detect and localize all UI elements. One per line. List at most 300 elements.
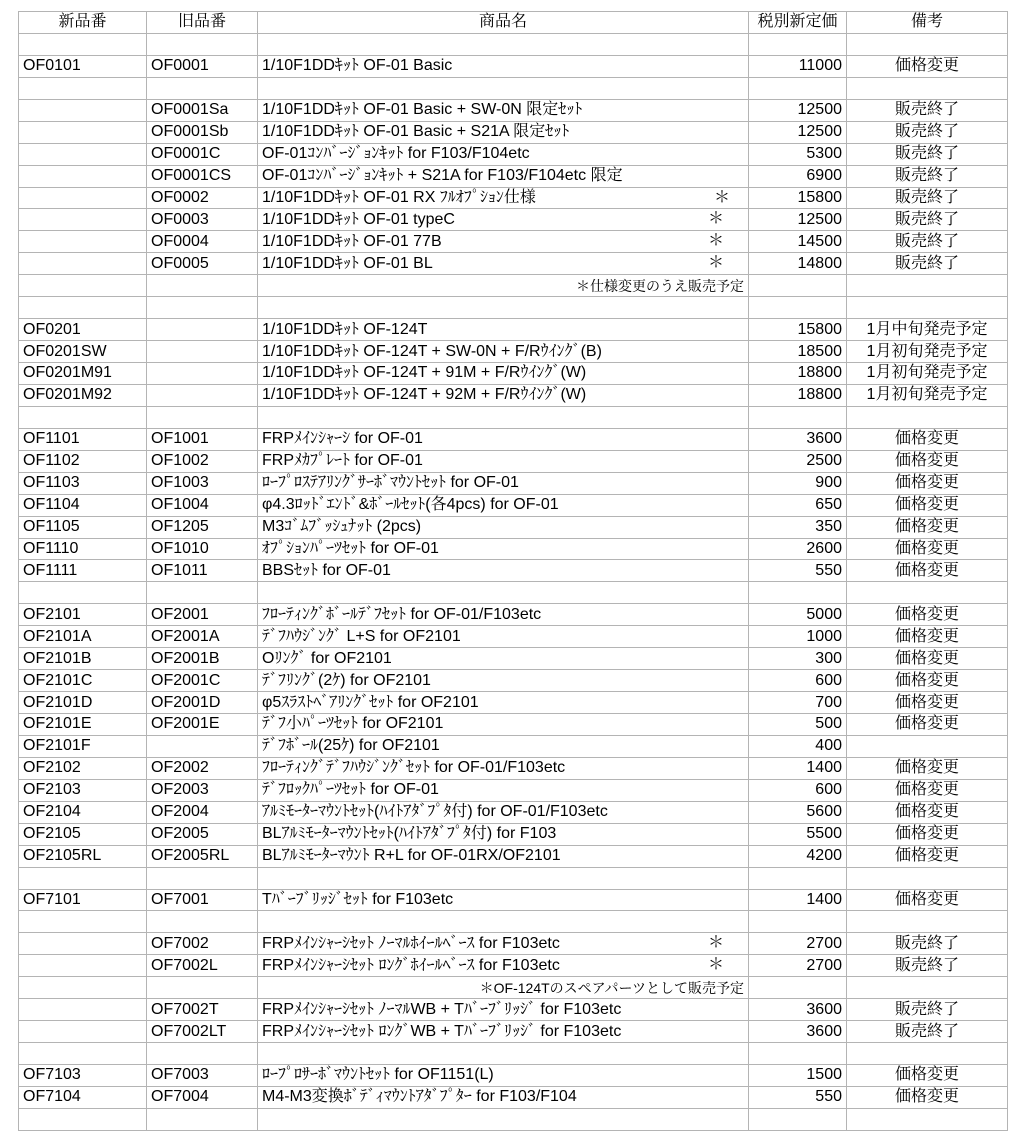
cell-old-no — [147, 319, 258, 341]
cell-new-no — [19, 143, 147, 165]
cell-new-no: OF0201M92 — [19, 384, 147, 406]
cell-old-no: OF2001 — [147, 604, 258, 626]
product-name-text: 1/10F1DDｷｯﾄ OF-124T — [262, 320, 428, 338]
cell-product-name — [258, 757, 749, 779]
table-row — [19, 121, 1008, 143]
cell-remark — [847, 582, 1008, 604]
table-row — [19, 384, 1008, 406]
cell-product-name — [258, 538, 749, 560]
cell-remark: 価格変更 — [847, 494, 1008, 516]
cell-remark: 販売終了 — [847, 933, 1008, 955]
cell-product-name — [258, 319, 749, 341]
product-name-text: FRPﾒｶﾌﾟﾚｰﾄ for OF-01 — [262, 452, 423, 470]
asterisk-mark: ＊ — [707, 210, 724, 228]
cell-new-no — [19, 1108, 147, 1130]
product-name-text: BLｱﾙﾐﾓｰﾀｰﾏｳﾝﾄｾｯﾄ(ﾊｲﾄｱﾀﾞﾌﾟﾀ付) for F103 — [262, 825, 557, 843]
table-row — [19, 143, 1008, 165]
cell-product-name — [258, 341, 749, 363]
table-row — [19, 99, 1008, 121]
cell-new-no: OF2105RL — [19, 845, 147, 867]
cell-product-name — [258, 604, 749, 626]
cell-old-no: OF0004 — [147, 231, 258, 253]
cell-remark: 価格変更 — [847, 779, 1008, 801]
cell-product-name — [258, 955, 749, 977]
product-name-text: OF-01ｺﾝﾊﾞｰｼﾞｮﾝｷｯﾄ for F103/F104etc — [262, 145, 530, 163]
cell-new-no: OF0201 — [19, 319, 147, 341]
cell-remark: 価格変更 — [847, 1086, 1008, 1108]
cell-old-no: OF2003 — [147, 779, 258, 801]
cell-price — [749, 297, 847, 319]
cell-old-no: OF7003 — [147, 1065, 258, 1087]
cell-price — [749, 977, 847, 999]
cell-old-no: OF0001Sa — [147, 99, 258, 121]
cell-old-no: OF0001Sb — [147, 121, 258, 143]
cell-new-no — [19, 867, 147, 889]
cell-old-no — [147, 363, 258, 385]
cell-new-no — [19, 121, 147, 143]
cell-product-name — [258, 165, 749, 187]
cell-product-name — [258, 779, 749, 801]
cell-remark: 1月中旬発売予定 — [847, 319, 1008, 341]
cell-product-name — [258, 670, 749, 692]
cell-new-no: OF1101 — [19, 428, 147, 450]
cell-new-no: OF2101 — [19, 604, 147, 626]
cell-price: 5300 — [749, 143, 847, 165]
header-remark: 備考 — [847, 12, 1008, 34]
cell-remark: 1月初旬発売予定 — [847, 384, 1008, 406]
cell-product-name — [258, 889, 749, 911]
cell-old-no: OF1002 — [147, 450, 258, 472]
cell-new-no: OF0201SW — [19, 341, 147, 363]
cell-price — [749, 33, 847, 55]
cell-new-no — [19, 977, 147, 999]
product-name-text: FRPﾒｲﾝｼｬｰｼｾｯﾄ ﾛﾝｸﾞﾎｲｰﾙﾍﾞｰｽ for F103etc — [262, 956, 560, 974]
cell-product-name — [258, 516, 749, 538]
cell-old-no: OF1003 — [147, 472, 258, 494]
cell-price: 1400 — [749, 889, 847, 911]
cell-remark: 販売終了 — [847, 121, 1008, 143]
table-row — [19, 626, 1008, 648]
cell-new-no — [19, 77, 147, 99]
table-row — [19, 801, 1008, 823]
cell-old-no — [147, 77, 258, 99]
cell-price: 1500 — [749, 1065, 847, 1087]
cell-old-no — [147, 911, 258, 933]
cell-product-name — [258, 231, 749, 253]
empty-row — [19, 1043, 1008, 1065]
cell-old-no — [147, 341, 258, 363]
product-name-text: 1/10F1DDｷｯﾄ OF-124T + 92M + F/Rｳｲﾝｸﾞ(W) — [262, 386, 587, 404]
table-row — [19, 231, 1008, 253]
product-name-text: 1/10F1DDｷｯﾄ OF-01 Basic + S21A 限定ｾｯﾄ — [262, 123, 570, 141]
cell-new-no: OF1105 — [19, 516, 147, 538]
cell-remark: 価格変更 — [847, 801, 1008, 823]
table-row — [19, 692, 1008, 714]
cell-old-no: OF0001C — [147, 143, 258, 165]
cell-new-no — [19, 297, 147, 319]
table-row — [19, 538, 1008, 560]
cell-new-no: OF7101 — [19, 889, 147, 911]
cell-remark: 販売終了 — [847, 253, 1008, 275]
cell-price: 2600 — [749, 538, 847, 560]
empty-row — [19, 33, 1008, 55]
product-name-text: ﾌﾛｰﾃｨﾝｸﾞﾃﾞﾌﾊｳｼﾞﾝｸﾞｾｯﾄ for OF-01/F103etc — [262, 759, 566, 777]
asterisk-mark: ＊ — [707, 934, 724, 952]
product-name-text: 1/10F1DDｷｯﾄ OF-01 RX ﾌﾙｵﾌﾟｼｮﾝ仕様 — [262, 188, 536, 206]
cell-old-no: OF2001A — [147, 626, 258, 648]
table-row — [19, 889, 1008, 911]
cell-old-no — [147, 977, 258, 999]
cell-price: 5500 — [749, 823, 847, 845]
table-row — [19, 165, 1008, 187]
cell-product-name — [258, 99, 749, 121]
cell-product-name — [258, 77, 749, 99]
cell-product-name — [258, 121, 749, 143]
product-name-text: 1/10F1DDｷｯﾄ OF-01 77B — [262, 232, 442, 250]
cell-price — [749, 77, 847, 99]
cell-new-no — [19, 406, 147, 428]
cell-price — [749, 582, 847, 604]
cell-price: 900 — [749, 472, 847, 494]
header-row — [19, 12, 1008, 34]
header-price: 税別新定価 — [749, 12, 847, 34]
cell-remark — [847, 911, 1008, 933]
asterisk-mark: ＊ — [707, 254, 724, 272]
cell-old-no: OF0002 — [147, 187, 258, 209]
cell-remark — [847, 867, 1008, 889]
product-name-text: ﾛｰﾌﾟﾛｻｰﾎﾞﾏｳﾝﾄｾｯﾄ for OF1151(L) — [262, 1066, 494, 1084]
cell-old-no: OF2001B — [147, 648, 258, 670]
cell-new-no — [19, 231, 147, 253]
product-name-text: 1/10F1DDｷｯﾄ OF-01 Basic — [262, 57, 453, 75]
empty-row — [19, 582, 1008, 604]
product-name-text: ﾛｰﾌﾟﾛｽﾃｱﾘﾝｸﾞｻｰﾎﾞﾏｳﾝﾄｾｯﾄ for OF-01 — [262, 474, 519, 492]
cell-remark: 販売終了 — [847, 999, 1008, 1021]
cell-old-no: OF2005 — [147, 823, 258, 845]
cell-new-no: OF2101B — [19, 648, 147, 670]
cell-new-no: OF2104 — [19, 801, 147, 823]
cell-old-no — [147, 297, 258, 319]
cell-price: 1000 — [749, 626, 847, 648]
cell-price: 2500 — [749, 450, 847, 472]
table-body — [19, 33, 1008, 1130]
product-name-text: 1/10F1DDｷｯﾄ OF-124T + 91M + F/Rｳｲﾝｸﾞ(W) — [262, 364, 587, 382]
cell-old-no — [147, 1043, 258, 1065]
product-name-text: ﾃﾞﾌﾊｳｼﾞﾝｸﾞ L+S for OF2101 — [262, 627, 461, 645]
table-row — [19, 494, 1008, 516]
cell-old-no: OF2004 — [147, 801, 258, 823]
cell-new-no — [19, 209, 147, 231]
cell-price — [749, 406, 847, 428]
table-row — [19, 714, 1008, 736]
cell-old-no: OF2001E — [147, 714, 258, 736]
note-row — [19, 977, 1008, 999]
cell-remark: 販売終了 — [847, 231, 1008, 253]
cell-remark — [847, 33, 1008, 55]
cell-old-no: OF1205 — [147, 516, 258, 538]
cell-price: 650 — [749, 494, 847, 516]
cell-price: 15800 — [749, 319, 847, 341]
cell-remark: 価格変更 — [847, 516, 1008, 538]
product-name-text: ﾃﾞﾌﾘﾝｸﾞ(2ｹ) for OF2101 — [262, 671, 431, 689]
table-row — [19, 933, 1008, 955]
cell-old-no — [147, 406, 258, 428]
cell-old-no — [147, 275, 258, 297]
cell-remark: 販売終了 — [847, 209, 1008, 231]
cell-remark: 価格変更 — [847, 560, 1008, 582]
product-name-text: 1/10F1DDｷｯﾄ OF-124T + SW-0N + F/Rｳｲﾝｸﾞ(B) — [262, 342, 602, 360]
cell-remark: 価格変更 — [847, 1065, 1008, 1087]
table-row — [19, 472, 1008, 494]
cell-price: 300 — [749, 648, 847, 670]
cell-new-no — [19, 933, 147, 955]
cell-new-no — [19, 1043, 147, 1065]
table-row — [19, 319, 1008, 341]
cell-product-name — [258, 714, 749, 736]
asterisk-mark: ＊ — [707, 232, 724, 250]
cell-new-no: OF1111 — [19, 560, 147, 582]
cell-new-no — [19, 1021, 147, 1043]
cell-remark: 価格変更 — [847, 845, 1008, 867]
cell-price — [749, 1043, 847, 1065]
product-name-text: BBSｾｯﾄ for OF-01 — [262, 561, 391, 579]
cell-product-name — [258, 363, 749, 385]
cell-new-no — [19, 911, 147, 933]
cell-remark — [847, 297, 1008, 319]
cell-new-no — [19, 33, 147, 55]
product-name-text: FRPﾒｲﾝｼｬｰｼ for OF-01 — [262, 430, 423, 448]
cell-price: 4200 — [749, 845, 847, 867]
cell-remark — [847, 77, 1008, 99]
table-row — [19, 55, 1008, 77]
table-row — [19, 1086, 1008, 1108]
cell-new-no: OF2101D — [19, 692, 147, 714]
cell-price: 18500 — [749, 341, 847, 363]
cell-new-no — [19, 165, 147, 187]
empty-row — [19, 297, 1008, 319]
cell-product-name — [258, 801, 749, 823]
header-old-no: 旧品番 — [147, 12, 258, 34]
cell-new-no: OF2105 — [19, 823, 147, 845]
cell-remark: 1月初旬発売予定 — [847, 363, 1008, 385]
cell-remark: 価格変更 — [847, 757, 1008, 779]
product-name-text: FRPﾒｲﾝｼｬｰｼｾｯﾄ ﾉｰﾏﾙWB + Tﾊﾞｰﾌﾞﾘｯｼﾞ for F103etc — [262, 1000, 622, 1018]
cell-price: 6900 — [749, 165, 847, 187]
cell-old-no: OF1010 — [147, 538, 258, 560]
cell-price: 12500 — [749, 209, 847, 231]
cell-price: 600 — [749, 779, 847, 801]
cell-product-name — [258, 1065, 749, 1087]
table-row — [19, 604, 1008, 626]
product-name-text: 1/10F1DDｷｯﾄ OF-01 BL — [262, 254, 433, 272]
table-row — [19, 187, 1008, 209]
asterisk-mark: ＊ — [707, 956, 724, 974]
cell-remark: 価格変更 — [847, 889, 1008, 911]
cell-new-no: OF0201M91 — [19, 363, 147, 385]
cell-old-no — [147, 582, 258, 604]
cell-product-name — [258, 560, 749, 582]
cell-remark: 販売終了 — [847, 143, 1008, 165]
cell-product-name — [258, 1086, 749, 1108]
cell-remark: 価格変更 — [847, 55, 1008, 77]
cell-old-no — [147, 867, 258, 889]
cell-old-no: OF2001D — [147, 692, 258, 714]
table-row — [19, 428, 1008, 450]
cell-price: 3600 — [749, 1021, 847, 1043]
cell-product-name — [258, 143, 749, 165]
table-row — [19, 209, 1008, 231]
cell-remark: 価格変更 — [847, 648, 1008, 670]
product-name-text: φ5ｽﾗｽﾄﾍﾞｱﾘﾝｸﾞｾｯﾄ for OF2101 — [262, 693, 479, 711]
cell-old-no: OF0001 — [147, 55, 258, 77]
cell-remark: 販売終了 — [847, 165, 1008, 187]
price-list-table — [18, 11, 1008, 1131]
cell-new-no — [19, 187, 147, 209]
cell-price — [749, 1108, 847, 1130]
cell-new-no — [19, 99, 147, 121]
product-name-text: FRPﾒｲﾝｼｬｰｼｾｯﾄ ﾛﾝｸﾞWB + Tﾊﾞｰﾌﾞﾘｯｼﾞ for F103etc — [262, 1022, 622, 1040]
cell-price: 5000 — [749, 604, 847, 626]
cell-product-name — [258, 692, 749, 714]
product-name-text: ﾃﾞﾌ小ﾊﾟｰﾂｾｯﾄ for OF2101 — [262, 715, 444, 733]
note-text: ＊仕様変更のうえ販売予定 — [258, 275, 749, 297]
cell-old-no: OF7002L — [147, 955, 258, 977]
cell-price: 14800 — [749, 253, 847, 275]
table-row — [19, 560, 1008, 582]
cell-new-no: OF7103 — [19, 1065, 147, 1087]
cell-product-name — [258, 648, 749, 670]
cell-old-no: OF1011 — [147, 560, 258, 582]
cell-product-name — [258, 472, 749, 494]
cell-remark: 価格変更 — [847, 450, 1008, 472]
cell-remark: 価格変更 — [847, 823, 1008, 845]
cell-new-no — [19, 582, 147, 604]
cell-remark: 価格変更 — [847, 538, 1008, 560]
cell-new-no: OF7104 — [19, 1086, 147, 1108]
table-row — [19, 779, 1008, 801]
cell-remark — [847, 406, 1008, 428]
cell-price: 18800 — [749, 384, 847, 406]
cell-new-no — [19, 275, 147, 297]
cell-product-name — [258, 494, 749, 516]
cell-product-name — [258, 428, 749, 450]
table-row — [19, 253, 1008, 275]
product-name-text: Tﾊﾞｰﾌﾞﾘｯｼﾞｾｯﾄ for F103etc — [262, 890, 454, 908]
empty-row — [19, 911, 1008, 933]
cell-new-no: OF2101E — [19, 714, 147, 736]
cell-new-no: OF2101F — [19, 735, 147, 757]
cell-old-no — [147, 33, 258, 55]
cell-price: 600 — [749, 670, 847, 692]
cell-old-no: OF7002LT — [147, 1021, 258, 1043]
cell-old-no: OF7002 — [147, 933, 258, 955]
cell-old-no: OF2002 — [147, 757, 258, 779]
cell-old-no — [147, 384, 258, 406]
cell-remark: 価格変更 — [847, 692, 1008, 714]
product-name-text: M4-M3変換ﾎﾞﾃﾞｨﾏｳﾝﾄｱﾀﾞﾌﾟﾀｰ for F103/F104 — [262, 1088, 577, 1106]
cell-price: 550 — [749, 560, 847, 582]
cell-remark: 価格変更 — [847, 714, 1008, 736]
cell-product-name — [258, 253, 749, 275]
cell-remark — [847, 275, 1008, 297]
table-row — [19, 757, 1008, 779]
cell-price: 2700 — [749, 933, 847, 955]
table-row — [19, 845, 1008, 867]
cell-new-no: OF1102 — [19, 450, 147, 472]
cell-product-name — [258, 999, 749, 1021]
product-name-text: ﾃﾞﾌﾛｯｸﾊﾟｰﾂｾｯﾄ for OF-01 — [262, 781, 439, 799]
cell-price: 14500 — [749, 231, 847, 253]
cell-old-no: OF2001C — [147, 670, 258, 692]
cell-remark: 1月初旬発売予定 — [847, 341, 1008, 363]
product-name-text: FRPﾒｲﾝｼｬｰｼｾｯﾄ ﾉｰﾏﾙﾎｲｰﾙﾍﾞｰｽ for F103etc — [262, 934, 560, 952]
cell-product-name — [258, 384, 749, 406]
cell-price: 5600 — [749, 801, 847, 823]
table-row — [19, 516, 1008, 538]
cell-old-no — [147, 735, 258, 757]
product-name-text: M3ｺﾞﾑﾌﾞｯｼｭﾅｯﾄ (2pcs) — [262, 518, 422, 536]
cell-new-no — [19, 253, 147, 275]
cell-price: 350 — [749, 516, 847, 538]
cell-product-name — [258, 1043, 749, 1065]
table-row — [19, 999, 1008, 1021]
table-row — [19, 363, 1008, 385]
cell-remark: 販売終了 — [847, 99, 1008, 121]
cell-new-no: OF1110 — [19, 538, 147, 560]
cell-old-no — [147, 1108, 258, 1130]
cell-price: 12500 — [749, 121, 847, 143]
product-name-text: 1/10F1DDｷｯﾄ OF-01 typeC — [262, 210, 455, 228]
cell-product-name — [258, 933, 749, 955]
cell-new-no — [19, 999, 147, 1021]
cell-product-name — [258, 297, 749, 319]
empty-row — [19, 77, 1008, 99]
cell-new-no: OF2101A — [19, 626, 147, 648]
cell-product-name — [258, 582, 749, 604]
product-name-text: Oﾘﾝｸﾞ for OF2101 — [262, 649, 392, 667]
cell-old-no: OF0005 — [147, 253, 258, 275]
table-row — [19, 670, 1008, 692]
cell-price: 500 — [749, 714, 847, 736]
cell-product-name — [258, 209, 749, 231]
cell-new-no: OF1104 — [19, 494, 147, 516]
cell-remark: 価格変更 — [847, 604, 1008, 626]
cell-product-name — [258, 187, 749, 209]
cell-old-no: OF7002T — [147, 999, 258, 1021]
asterisk-mark: ＊ — [713, 188, 730, 206]
empty-row — [19, 1108, 1008, 1130]
cell-remark — [847, 1043, 1008, 1065]
cell-product-name — [258, 626, 749, 648]
cell-product-name — [258, 450, 749, 472]
product-name-text: ｵﾌﾟｼｮﾝﾊﾟｰﾂｾｯﾄ for OF-01 — [262, 539, 439, 557]
cell-product-name — [258, 1021, 749, 1043]
cell-remark — [847, 1108, 1008, 1130]
table-row — [19, 1065, 1008, 1087]
product-name-text: OF-01ｺﾝﾊﾞｰｼﾞｮﾝｷｯﾄ + S21A for F103/F104etc 限定 — [262, 167, 623, 185]
cell-product-name — [258, 735, 749, 757]
cell-remark: 販売終了 — [847, 955, 1008, 977]
table-row — [19, 450, 1008, 472]
product-name-text: ｱﾙﾐﾓｰﾀｰﾏｳﾝﾄｾｯﾄ(ﾊｲﾄｱﾀﾞﾌﾟﾀ付) for OF-01/F103etc — [262, 803, 608, 821]
cell-new-no: OF1103 — [19, 472, 147, 494]
cell-price: 11000 — [749, 55, 847, 77]
cell-remark: 価格変更 — [847, 428, 1008, 450]
product-name-text: 1/10F1DDｷｯﾄ OF-01 Basic + SW-0N 限定ｾｯﾄ — [262, 101, 583, 119]
cell-old-no: OF0003 — [147, 209, 258, 231]
cell-product-name — [258, 33, 749, 55]
cell-product-name — [258, 845, 749, 867]
